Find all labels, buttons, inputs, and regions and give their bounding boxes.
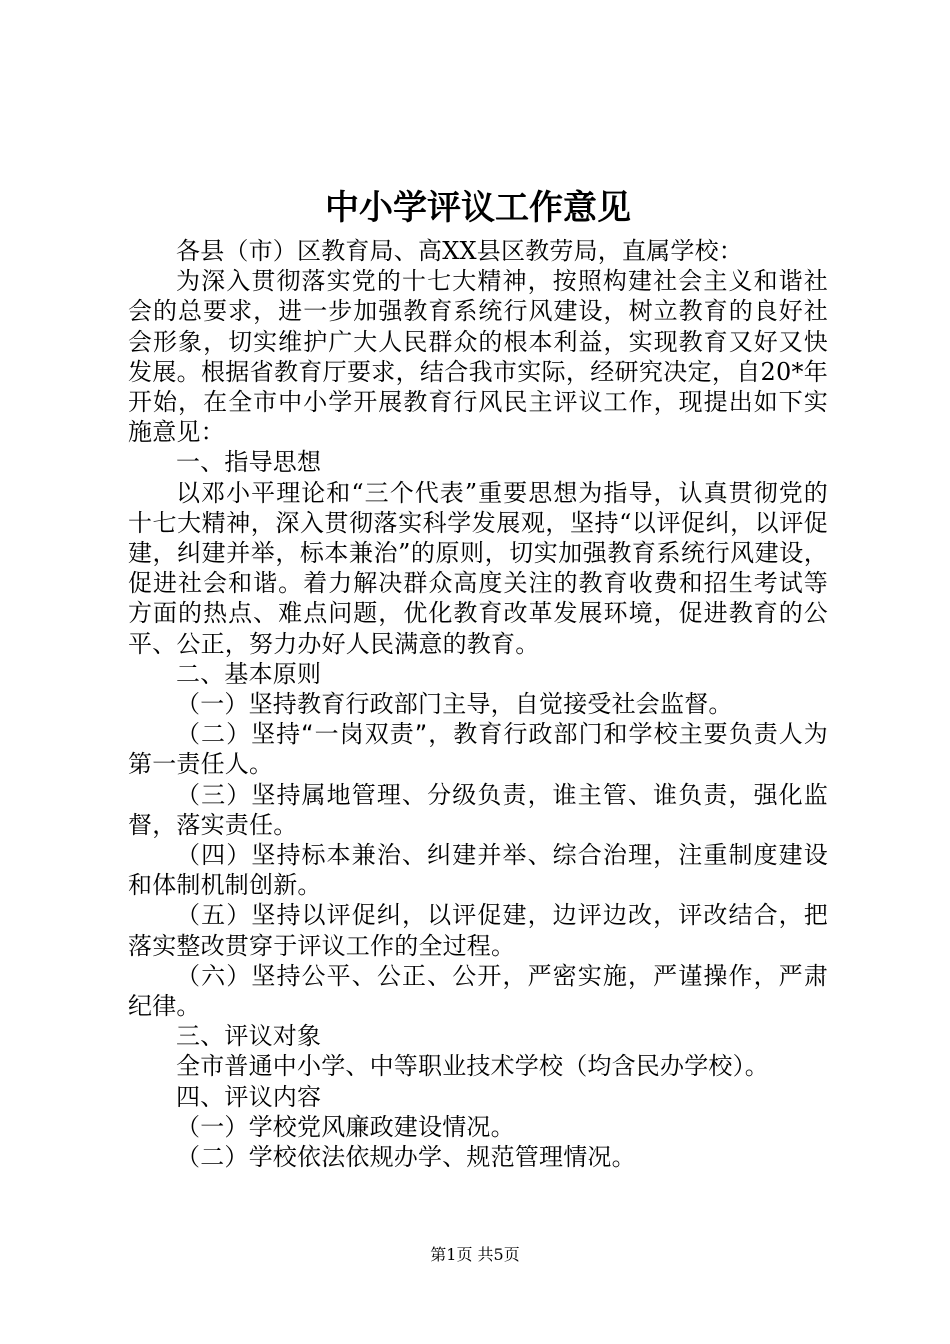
principle-item: （四）坚持标本兼治、纠建并举、综合治理，注重制度建设和体制机制创新。 [128, 841, 828, 900]
document-page [128, 0, 828, 1344]
section-text-evaluation-targets: 全市普通中小学、中等职业技术学校（均含民办学校）。 [176, 1052, 769, 1081]
document-body [128, 236, 828, 1172]
section-heading-guiding-thought: 一、指导思想 [176, 448, 322, 477]
page-footer: 第1页 共5页 [430, 1245, 520, 1264]
section-heading-evaluation-targets: 三、评议对象 [176, 1022, 322, 1051]
addressee-line: 各县（市）区教育局、高XX县区教劳局，直属学校： [176, 237, 743, 265]
principle-item: （三）坚持属地管理、分级负责，谁主管、谁负责，强化监督，落实责任。 [128, 780, 828, 839]
intro-paragraph: 为深入贯彻落实党的十七大精神，按照构建社会主义和谐社会的总要求，进一步加强教育系统行风建设，树立教育的良好社会形象，切实维护广大人民群众的根本利益，实现教育又好又快发展。根据省教育厅要求，结合我市实际，经研究决定，自20*年开始，在全市中小学开展教育行风民主评议工作，现提出如下实施意见： [128, 267, 828, 447]
principle-item: （五）坚持以评促纠，以评促建，边评边改，评改结合，把落实整改贯穿于评议工作的全过程。 [128, 901, 828, 960]
principle-item: （一）坚持教育行政部门主导，自觉接受社会监督。 [176, 690, 733, 719]
document-title: 中小学评议工作意见 [325, 188, 631, 228]
principle-item: （二）坚持“一岗双责”，教育行政部门和学校主要负责人为第一责任人。 [128, 720, 828, 779]
section-heading-basic-principles: 二、基本原则 [176, 659, 322, 688]
content-item: （一）学校党风廉政建设情况。 [176, 1112, 515, 1141]
section-heading-evaluation-content: 四、评议内容 [176, 1082, 322, 1111]
content-item: （二）学校依法依规办学、规范管理情况。 [176, 1143, 636, 1172]
principle-item: （六）坚持公平、公正、公开，严密实施，严谨操作，严肃纪律。 [128, 961, 828, 1021]
section-text-guiding-thought: 以邓小平理论和“三个代表”重要思想为指导，认真贯彻党的十七大精神，深入贯彻落实科学发展观，坚持“以评促纠，以评促建，纠建并举，标本兼治”的原则，切实加强教育系统行风建设，促进社会和谐。着力解决群众高度关注的教育收费和招生考试等方面的热点、难点问题，优化教育改革发展环境，促进教育的公平、公正，努力办好人民满意的教育。 [128, 478, 828, 658]
